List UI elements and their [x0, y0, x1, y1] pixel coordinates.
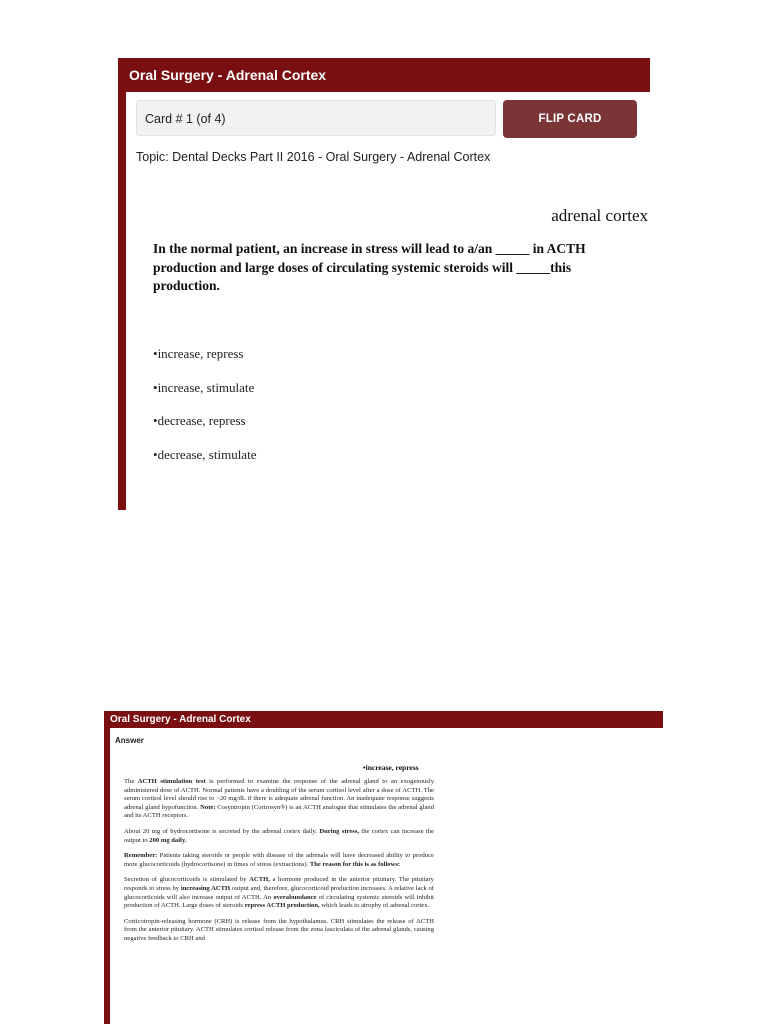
emphasis-text: repress ACTH production,	[244, 902, 320, 910]
emphasis-text: increasing ACTH	[180, 884, 231, 892]
explanation-paragraph	[124, 852, 434, 869]
explanation-paragraph	[124, 876, 434, 910]
answer-option: • decrease, repress	[153, 413, 256, 447]
flashcard-front	[118, 58, 650, 510]
correct-answer: • increase, repress	[363, 763, 419, 772]
emphasis-text: ACTH stimulation test	[137, 778, 206, 785]
slide-title: adrenal cortex	[551, 206, 648, 225]
body-text: The	[124, 778, 138, 785]
explanation-paragraph	[124, 778, 434, 821]
emphasis-text: ACTH,	[249, 876, 270, 884]
flashcard-back	[104, 711, 663, 1024]
answer-option: • increase, stimulate	[153, 380, 256, 414]
body-text: output and, therefore, glucocorticoid production increases. A relative lack of glucocorticoids will also increase output of ACTH. An	[124, 884, 434, 901]
body-text: which leads to atrophy of adrenal cortex.	[319, 902, 430, 910]
emphasis-text: During stress,	[319, 827, 360, 835]
body-text: About 20 mg of hydrocortisone is secreted by the adrenal cortex daily.	[124, 827, 320, 835]
answer-options	[153, 346, 256, 480]
body-text: the cortex can increase the output to	[124, 827, 434, 844]
flip-card-button[interactable]: FLIP CARD	[503, 100, 637, 138]
emphasis-text: overabundance	[273, 893, 317, 901]
body-text: Secretion of glucocorticoids is stimulated by	[124, 876, 250, 884]
body-text: of circulating systemic steroids will inhibit production of ACTH. Large doses of steroids	[124, 893, 435, 910]
emphasis-text: 200 mg daily.	[149, 836, 187, 844]
emphasis-text: The reason for this is as follows:	[309, 860, 401, 868]
card-topic: Topic: Dental Decks Part II 2016 - Oral Surgery - Adrenal Cortex	[136, 150, 491, 164]
answer-label: Answer	[115, 736, 144, 745]
answer-option: • decrease, stimulate	[153, 447, 256, 481]
question-text: In the normal patient, an increase in stress will lead to a/an _____ in ACTH production and large doses of circulating systemic steroids will _____this production.	[153, 241, 586, 293]
explanation-paragraph	[124, 918, 434, 944]
emphasis-text: Remember:	[124, 852, 158, 860]
body-text: is performed to examine the response of the adrenal gland to an exogenously administered dose of ACTH. Normal patients have a doubling of the serum cortisol level after a dose of ACTH. The serum cortisol level should rise to >20 mg/dL if there is adequate adrenal function. An inadequate response suggests adrenal gland hypofunction.	[124, 778, 434, 811]
explanation-paragraph	[124, 828, 434, 845]
card-counter: Card # 1 (of 4)	[136, 100, 496, 136]
body-text: Cosyntropin (Cortrosyn®) is an ACTH analogue that stimulates the adrenal gland and its ACTH receptors.	[124, 803, 434, 820]
answer-explanation	[124, 778, 434, 951]
body-text: Corticotropin-releasing hormone (CRH) is release from the hypothalamus. CRH stimulates the release of ACTH from the anterior pituitary. ACTH stimulates cortisol release from the zona fasciculata of the adrenal glands, causing negative feedback to CRH and	[124, 917, 434, 942]
emphasis-text: Note:	[200, 803, 216, 811]
card-header-title: Oral Surgery - Adrenal Cortex	[118, 58, 650, 92]
body-text: Patients taking steroids or people with disease of the adrenals will have decreased ability to produce more glucocorticoids (hydrocortisone) in times of stress (extractions).	[124, 852, 434, 868]
answer-option: • increase, repress	[153, 346, 256, 380]
card-header-title: Oral Surgery - Adrenal Cortex	[104, 711, 663, 728]
body-text: a hormone produced in the anterior pituitary. The pituitary responds to stress by	[124, 876, 434, 892]
